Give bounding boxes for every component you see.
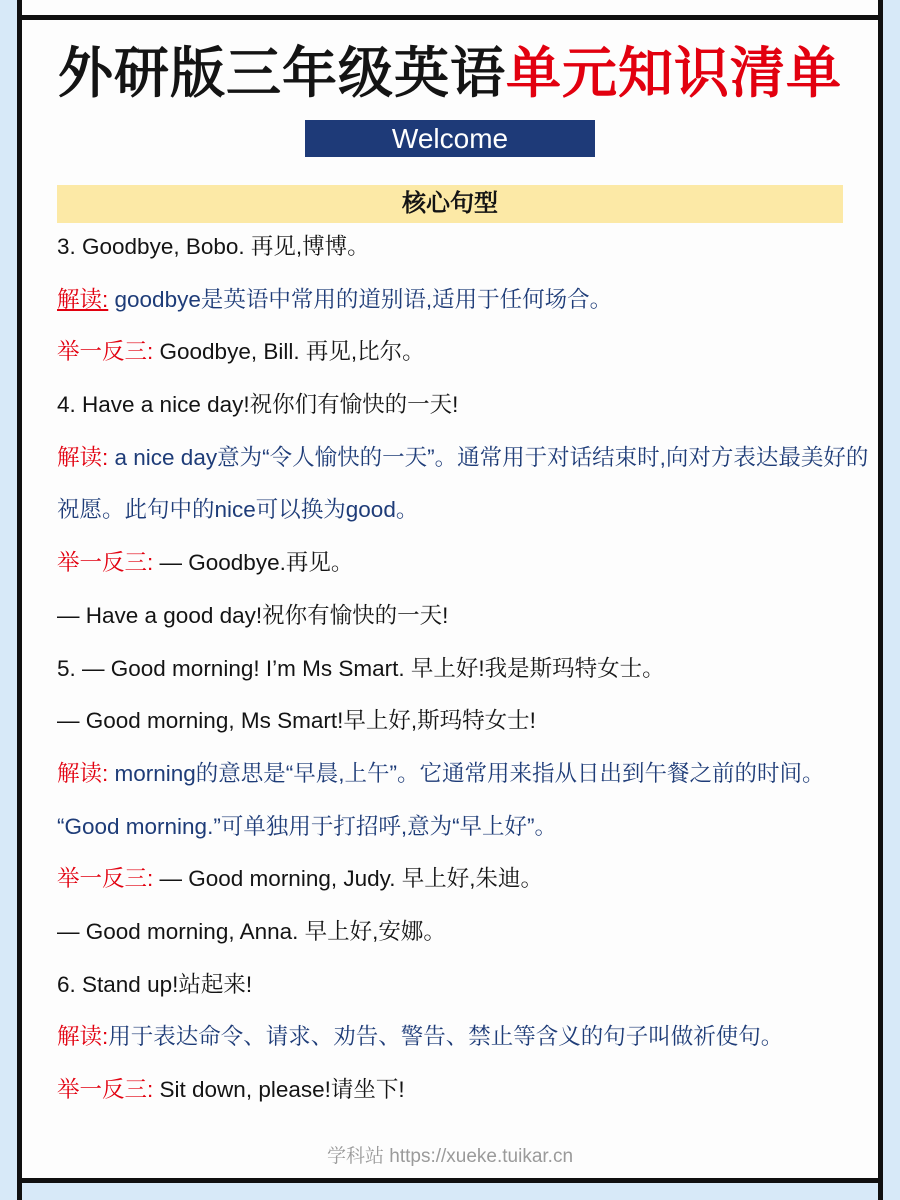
title-red-part: 单元知识清单 <box>506 42 843 104</box>
text-segment: Goodbye, Bill. 再见,比尔。 <box>153 339 425 365</box>
text-segment: — Good morning, Anna. 早上好,安娜。 <box>57 918 446 944</box>
text-segment: 6. Stand up!站起来! <box>57 971 253 997</box>
content-line <box>57 1011 847 1064</box>
text-segment: 解读: <box>57 760 109 786</box>
text-segment: 4. Have a nice day!祝你们有愉快的一天! <box>57 392 459 418</box>
text-segment: 举一反三: <box>57 339 154 365</box>
page-title <box>22 42 878 104</box>
content-line <box>57 484 847 537</box>
unit-banner: Welcome <box>305 120 595 157</box>
text-segment: 5. — Good morning! I’m Ms Smart. 早上好!我是斯玛特女士。 <box>57 655 665 681</box>
text-segment: — Good morning, Judy. 早上好,朱迪。 <box>153 866 543 892</box>
content-line <box>57 326 847 379</box>
content-line <box>57 221 847 274</box>
section-banner: 核心句型 <box>57 185 843 223</box>
title-black-part: 外研版三年级英语 <box>57 42 506 104</box>
content-line <box>57 590 847 643</box>
previous-card-tail <box>22 0 878 15</box>
content-line <box>57 695 847 748</box>
text-segment: morning的意思是“早晨,上午”。它通常用来指从日出到午餐之前的时间。 <box>108 760 825 786</box>
content-line <box>57 432 869 485</box>
text-segment: 举一反三: <box>57 1077 154 1102</box>
content-line <box>57 379 847 432</box>
content-line <box>57 274 847 327</box>
text-segment: 解读: <box>57 286 109 312</box>
content-lines <box>57 221 869 1117</box>
text-segment: 用于表达命令、请求、劝告、警告、禁止等含义的句子叫做祈使句。 <box>108 1024 784 1050</box>
content-line <box>57 801 847 854</box>
text-segment: Sit down, please!请坐下! <box>153 1077 405 1102</box>
content-line <box>57 853 847 906</box>
text-segment: 举一反三: <box>57 550 154 576</box>
content-line <box>57 1064 847 1117</box>
left-border-rail <box>17 0 22 1200</box>
text-segment: goodbye是英语中常用的道别语,适用于任何场合。 <box>108 286 613 312</box>
text-segment: — Goodbye.再见。 <box>153 550 354 576</box>
text-segment: 3. Goodbye, Bobo. 再见,博博。 <box>57 234 370 259</box>
content-card <box>22 20 878 1178</box>
content-line <box>57 906 847 959</box>
content-line <box>57 959 847 1012</box>
text-segment: 解读: <box>57 444 109 470</box>
text-segment: — Good morning, Ms Smart!早上好,斯玛特女士! <box>57 708 536 734</box>
text-segment: — Have a good day!祝你有愉快的一天! <box>57 602 449 628</box>
top-divider-rule <box>22 15 878 20</box>
footer-note: 学科站 https://xueke.tuikar.cn <box>326 1146 574 1167</box>
text-segment: 解读: <box>57 1024 109 1050</box>
bottom-divider-rule <box>22 1178 878 1183</box>
text-segment: 举一反三: <box>57 866 154 892</box>
right-border-rail <box>878 0 883 1200</box>
text-segment: “Good morning.”可单独用于打招呼,意为“早上好”。 <box>57 813 558 839</box>
content-line <box>57 748 847 801</box>
text-segment: 祝愿。此句中的nice可以换为good。 <box>57 497 419 523</box>
text-segment: a nice day意为“令人愉快的一天”。通常用于对话结束时,向对方表达最美好的 <box>108 444 869 470</box>
content-line <box>57 537 847 590</box>
content-line <box>57 643 847 696</box>
